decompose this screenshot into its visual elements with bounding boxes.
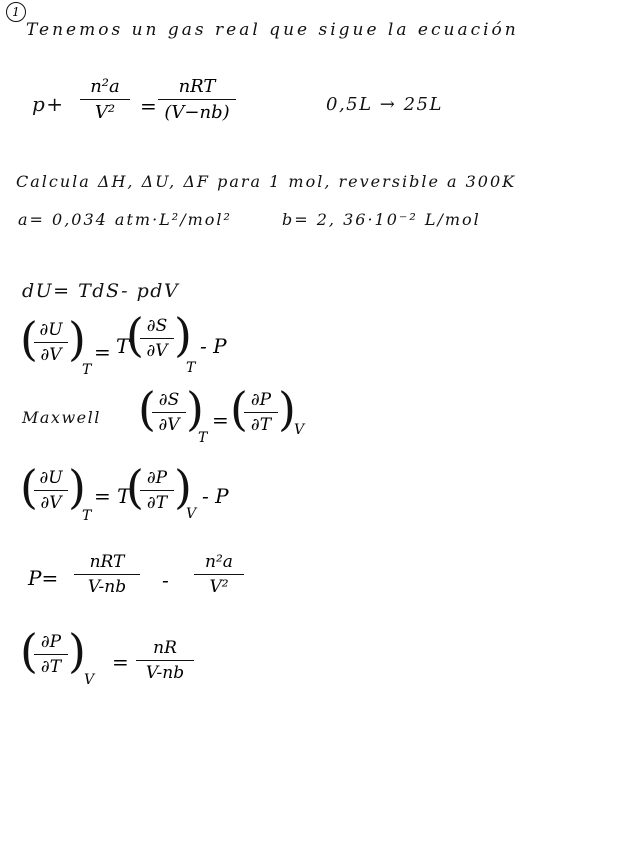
dp-fraction	[34, 632, 68, 677]
mx-lhs-bar	[152, 412, 186, 413]
s1-rhs-bar	[140, 338, 174, 339]
s1-lhs-den: ∂V	[40, 345, 62, 365]
mx-rhs-close-paren: )	[278, 382, 296, 436]
dp-equals: =	[112, 650, 129, 674]
task-line: Calcula ΔH, ΔU, ΔF para 1 mol, reversible a 300K	[16, 172, 517, 191]
dp-rhs-bar	[136, 660, 194, 661]
s1-equals: =	[94, 340, 111, 364]
s3-lhs-fraction	[34, 468, 68, 513]
s1-rhs-fraction	[140, 316, 174, 361]
mx-lhs-open-paren: (	[138, 382, 156, 436]
dp-sub: V	[84, 672, 95, 688]
p-num2: n²a	[205, 552, 233, 572]
mx-lhs-sub: T	[198, 430, 208, 446]
s1-minus-p: - P	[200, 334, 227, 358]
s3-rhs-close-paren: )	[174, 460, 192, 514]
p-num1: nRT	[89, 552, 125, 572]
p-minus: -	[162, 568, 169, 592]
s1-lhs-close-paren: )	[68, 312, 86, 366]
s3-equals-T: = T	[94, 484, 131, 508]
eos-a-den: V²	[94, 102, 116, 123]
eos-a-bar	[80, 99, 130, 100]
mx-lhs-close-paren: )	[186, 382, 204, 436]
s3-rhs-num: ∂P	[146, 468, 168, 488]
du-equation: dU= TdS- pdV	[22, 280, 180, 302]
mx-rhs-sub: V	[294, 422, 305, 438]
eos-rhs-num: nRT	[178, 76, 216, 97]
problem-statement: Tenemos un gas real que sigue la ecuación	[26, 20, 519, 40]
mx-rhs-open-paren: (	[230, 382, 248, 436]
p-bar1	[74, 574, 140, 575]
s3-rhs-open-paren: (	[126, 460, 144, 514]
s3-lhs-num: ∂U	[39, 468, 63, 488]
eos-p-plus: p+	[32, 92, 65, 116]
mx-lhs-fraction	[152, 390, 186, 435]
problem-number: 1	[6, 2, 26, 22]
process-volumes: 0,5L → 25L	[326, 94, 443, 115]
s1-rhs-num: ∂S	[146, 316, 168, 336]
constant-b: b= 2, 36·10⁻² L/mol	[282, 210, 481, 229]
s3-lhs-open-paren: (	[20, 460, 38, 514]
s3-lhs-close-paren: )	[68, 460, 86, 514]
eos-rhs-den: (V−nb)	[164, 102, 230, 123]
s1-rhs-sub: T	[186, 360, 196, 376]
dp-num: ∂P	[40, 632, 62, 652]
s3-lhs-den: ∂V	[40, 493, 62, 513]
eos-equals: =	[140, 94, 157, 118]
p-bar2	[194, 574, 244, 575]
mx-rhs-den: ∂T	[250, 415, 272, 435]
eos-rhs-bar	[158, 99, 236, 100]
p-fraction-2	[194, 552, 244, 597]
eos-rhs-fraction	[158, 76, 236, 123]
eos-a-fraction	[80, 76, 130, 123]
dp-close-paren: )	[68, 624, 86, 678]
dp-open-paren: (	[20, 624, 38, 678]
s1-lhs-fraction	[34, 320, 68, 365]
s3-rhs-fraction	[140, 468, 174, 513]
s1-lhs-sub: T	[82, 362, 92, 378]
s1-rhs-open-paren: (	[126, 308, 144, 362]
mx-lhs-den: ∂V	[158, 415, 180, 435]
s1-rhs-close-paren: )	[174, 308, 192, 362]
p-fraction-1	[74, 552, 140, 597]
dp-rhs-fraction	[136, 638, 194, 683]
s3-lhs-bar	[34, 490, 68, 491]
s1-lhs-num: ∂U	[39, 320, 63, 340]
s3-lhs-sub: T	[82, 508, 92, 524]
dp-rhs-num: nR	[153, 638, 177, 658]
s3-rhs-sub: V	[186, 506, 197, 522]
s1-lhs-open-paren: (	[20, 312, 38, 366]
mx-rhs-fraction	[244, 390, 278, 435]
s1-T: T	[116, 334, 130, 358]
maxwell-label: Maxwell	[22, 408, 101, 427]
p-den1: V-nb	[87, 577, 127, 597]
p-den2: V²	[209, 577, 229, 597]
dp-rhs-den: V-nb	[145, 663, 185, 683]
dp-den: ∂T	[40, 657, 62, 677]
s3-rhs-bar	[140, 490, 174, 491]
mx-rhs-bar	[244, 412, 278, 413]
constant-a: a= 0,034 atm·L²/mol²	[18, 210, 232, 229]
s1-rhs-den: ∂V	[146, 341, 168, 361]
mx-equals: =	[212, 408, 229, 432]
s1-lhs-bar	[34, 342, 68, 343]
dp-bar	[34, 654, 68, 655]
s3-minus-p: - P	[202, 484, 229, 508]
mx-rhs-num: ∂P	[250, 390, 272, 410]
mx-lhs-num: ∂S	[158, 390, 180, 410]
p-label: P=	[28, 566, 59, 590]
eos-a-num: n²a	[90, 76, 120, 97]
s3-rhs-den: ∂T	[146, 493, 168, 513]
